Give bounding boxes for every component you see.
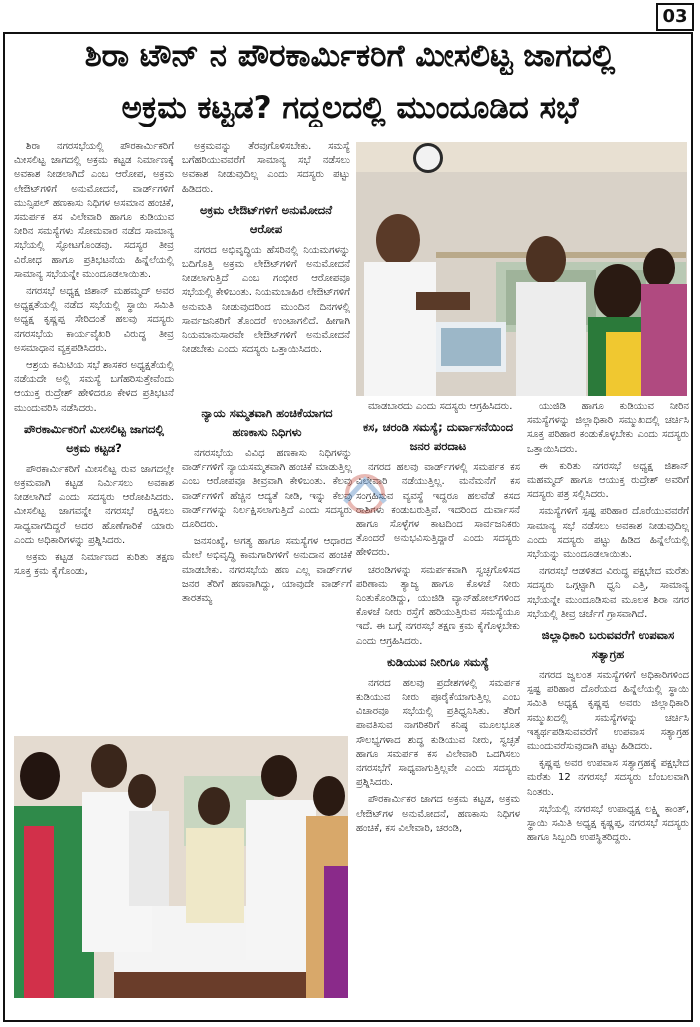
meeting-photo-bottom-illustration <box>14 736 348 998</box>
article-column-2-top <box>182 140 350 400</box>
subheading: ಕುಡಿಯುವ ನೀರಿಗೂ ಸಮಸ್ಯೆ <box>387 654 489 669</box>
meeting-photo-top <box>356 142 687 396</box>
paragraph: ನಗರದ ಹಲವು ಪ್ರದೇಶಗಳಲ್ಲಿ ಸಮರ್ಪಕ ಕುಡಿಯುವ ನೀರು ಪೂರೈಕೆಯಾಗುತ್ತಿಲ್ಲ ಎಂಬ ವಿಚಾರವೂ ಸಭೆಯಲ್ಲಿ ಪ್ರತಿಧ್ವನಿಸಿತು. ತೆರಿಗೆ ಪಾವತಿಸುವ ನಾಗರಿಕರಿಗೆ ಕನಿಷ್ಠ ಮೂಲಭೂತ ಸೌಲಭ್ಯಗಳಾದ ಶುದ್ಧ ಕುಡಿಯುವ ನೀರು, ಸ್ವಚ್ಛತೆ ಹಾಗೂ ಸಮರ್ಪಕ ಕಸ ವಿಲೇವಾರಿ ಒದಗಿಸಲು ನಗರಸಭೆಗೆ ಸಾಧ್ಯವಾಗುತ್ತಿಲ್ಲವೇ ಎಂದು ಸದಸ್ಯರು ಪ್ರಶ್ನಿಸಿದರು. <box>356 677 520 789</box>
paragraph: ನಗರಸಭೆ ಅಧ್ಯಕ್ಷ ಜಿಶಾನ್ ಮಹಮ್ಮದ್ ಅವರ ಅಧ್ಯಕ್ಷತೆಯಲ್ಲಿ ನಡೆದ ಸಭೆಯಲ್ಲಿ ಸ್ಥಾಯಿ ಸಮಿತಿ ಅಧ್ಯಕ್ಷ ಕೃಷ್ಣಪ್ಪ ಸೇರಿದಂತೆ ಹಲವು ಸದಸ್ಯರು ನಗರಸಭೆಯ ಕಾರ್ಯವೈಖರಿ ವಿರುದ್ಧ ತೀವ್ರ ಅಸಮಾಧಾನ ವ್ಯಕ್ತಪಡಿಸಿದರು. <box>14 286 174 354</box>
paragraph: ಚರಂಡಿಗಳನ್ನು ಸಮರ್ಪಕವಾಗಿ ಸ್ವಚ್ಛಗೊಳಿಸದ ಪರಿಣಾಮ ತ್ಯಾಜ್ಯ ಹಾಗೂ ಕೊಳಚೆ ನೀರು ನಿಂತುಕೊಂಡಿದ್ದು, ಯುಜಿಡಿ ವ್ಯಾನ್‌ಹೋಲ್‌ಗಳಿಂದ ಕೊಳಚೆ ನೀರು ರಸ್ತೆಗೆ ಹರಿಯುತ್ತಿರುವ ಸಮಸ್ಯೆಯೂ ಇದೆ. ಈ ಬಗ್ಗೆ ನಗರಸಭೆ ತಕ್ಷಣ ಕ್ರಮ ಕೈಗೊಳ್ಳಬೇಕು ಎಂದು ಆಗ್ರಹಿಸಿದರು. <box>356 564 520 647</box>
meeting-photo-bottom <box>14 736 348 998</box>
headline-line-1: ಶಿರಾ ಟೌನ್ ನ ಪೌರಕಾರ್ಮಿಕರಿಗೆ ಮೀಸಲಿಟ್ಟ ಜಾಗದಲ್ಲಿ <box>84 38 616 74</box>
paragraph: ನಗರದ ಹಲವು ವಾರ್ಡ್‌ಗಳಲ್ಲಿ ಸಮರ್ಪಕ ಕಸ ವಿಲೇವಾರಿ ನಡೆಯುತ್ತಿಲ್ಲ. ಮನೆಮನೆಗೆ ಕಸ ಸಂಗ್ರಹಿಸುವ ವ್ಯವಸ್ಥೆ ಇದ್ದರೂ ಹಲವೆಡೆ ಕಸದ ರಾಶಿಗಳು ಕಂಡುಬರುತ್ತಿವೆ. ಇದರಿಂದ ದುರ್ವಾಸನೆ ಹಾಗೂ ಸೊಳ್ಳೆಗಳ ಕಾಟದಿಂದ ಸಾರ್ವಜನಿಕರು ತೊಂದರೆ ಅನುಭವಿಸುತ್ತಿದ್ದಾರೆ ಎಂದು ಸದಸ್ಯರು ಹೇಳಿದರು. <box>356 462 520 559</box>
paragraph: ಸಮಸ್ಯೆಗಳಿಗೆ ಸ್ಪಷ್ಟ ಪರಿಹಾರ ದೊರೆಯುವವರೆಗೆ ಸಾಮಾನ್ಯ ಸಭೆ ನಡೆಸಲು ಅವಕಾಶ ನೀಡುವುದಿಲ್ಲ ಎಂದು ಸದಸ್ಯರು ಪಟ್ಟು ಹಿಡಿದ ಹಿನ್ನೆಲೆಯಲ್ಲಿ ಸಭೆಯನ್ನು ಮುಂದೂಡಲಾಯಿತು. <box>527 506 689 561</box>
paragraph: ನಗರಸಭೆಯ ವಿವಿಧ ಹಣಕಾಸು ನಿಧಿಗಳನ್ನು ವಾರ್ಡ್‌ಗಳಿಗೆ ನ್ಯಾಯಸಮ್ಮತವಾಗಿ ಹಂಚಿಕೆ ಮಾಡುತ್ತಿಲ್ಲ ಎಂಬ ಆರೋಪವೂ ತೀವ್ರವಾಗಿ ಕೇಳಿಬಂತು. ಕೆಲವು ವಾರ್ಡ್‌ಗಳಿಗೆ ಹೆಚ್ಚಿನ ಆದ್ಯತೆ ನೀಡಿ, ಇನ್ನು ಕೆಲವು ವಾರ್ಡ್‌ಗಳನ್ನು ನಿರ್ಲಕ್ಷಿಸಲಾಗುತ್ತಿದೆ ಎಂದು ಸದಸ್ಯರು ದೂರಿದರು. <box>182 448 352 531</box>
article-column-2-bottom <box>182 400 352 730</box>
subheading: ಪೌರಕಾರ್ಮಿಕರಿಗೆ ಮೀಸಲಿಟ್ಟ ಜಾಗದಲ್ಲಿ ಅಕ್ರಮ ಕಟ್ಟಡ? <box>23 421 165 455</box>
paragraph: ಆಶ್ರಯ ಕಮಿಟಿಯ ಸಭೆ ಶಾಸಕರ ಅಧ್ಯಕ್ಷತೆಯಲ್ಲಿ ನಡೆಯದೇ ಅಲ್ಲಿ ಸಮಸ್ಯೆ ಬಗೆಹರಿಸುತ್ತೇವೆಂದು ಆಯುಕ್ತ ರುದ್ರೇಶ್ ಹೇಳಿದರೂ ಕೇಳದ ಪ್ರತಿಭಟನೆ ಮುಂದುವರಿಸಿ ನಡೆಸಿದರು. <box>14 360 174 414</box>
subheading: ಕಸ, ಚರಂಡಿ ಸಮಸ್ಯೆ; ದುರ್ವಾಸನೆಯಿಂದ ಜನರ ಪರದಾಟ <box>362 420 514 454</box>
paragraph: ನಗರದ ಜ್ವಲಂತ ಸಮಸ್ಯೆಗಳಿಗೆ ಅಧಿಕಾರಿಗಳಿಂದ ಸ್ಪಷ್ಟ ಪರಿಹಾರ ದೊರೆಯದ ಹಿನ್ನೆಲೆಯಲ್ಲಿ ಸ್ಥಾಯಿ ಸಮಿತಿ ಅಧ್ಯಕ್ಷ ಕೃಷ್ಣಪ್ಪ ಅವರು ಜಿಲ್ಲಾಧಿಕಾರಿ ಸಮ್ಮುಖದಲ್ಲಿ ಸಮಸ್ಯೆಗಳನ್ನು ಚರ್ಚಿಸಿ ಇತ್ಯರ್ಥಪಡಿಸುವವರೆಗೆ ಉಪವಾಸ ಸತ್ಯಾಗ್ರಹ ಮುಂದುವರೆಸುವುದಾಗಿ ಪಟ್ಟು ಹಿಡಿದರು. <box>527 670 689 753</box>
subheading: ಅಕ್ರಮ ಲೇಔಟ್‌ಗಳಿಗೆ ಅನುಮೋದನೆ ಆರೋಪ <box>199 202 333 236</box>
paragraph: ಅಕ್ರಮವನ್ನು ತೆರವುಗೊಳಿಸಬೇಕು. ಸಮಸ್ಯೆ ಬಗೆಹರಿಯುವವರೆಗೆ ಸಾಮಾನ್ಯ ಸಭೆ ನಡೆಸಲು ಅವಕಾಶ ನೀಡುವುದಿಲ್ಲ ಎಂದು ಸದಸ್ಯರು ಪಟ್ಟು ಹಿಡಿದರು. <box>182 141 350 195</box>
paragraph: ನಗರಸಭೆ ಆಡಳಿತದ ವಿರುದ್ಧ ಪಕ್ಷಭೇದ ಮರೆತು ಸದಸ್ಯರು ಒಗ್ಗಟ್ಟಾಗಿ ಧ್ವನಿ ಎತ್ತಿ, ಸಾಮಾನ್ಯ ಸಭೆಯನ್ನೇ ಮುಂದೂಡಿಸುವ ಮೂಲಕ ಶಿರಾ ನಗರ ಸಭೆಯಲ್ಲಿ ತೀವ್ರ ಚರ್ಚೆಗೆ ಗ್ರಾಸವಾಗಿದೆ. <box>527 566 689 620</box>
subheading: ನ್ಯಾಯ ಸಮ್ಮತವಾಗಿ ಹಂಚಿಕೆಯಾಗದ ಹಣಕಾಸು ನಿಧಿಗಳು <box>201 406 333 439</box>
page-number: 03 <box>656 3 694 31</box>
paragraph: ಪೌರಕಾರ್ಮಿಕರಿಗೆ ಮೀಸಲಿಟ್ಟ ರುವ ಜಾಗದಲ್ಲೇ ಅಕ್ರಮವಾಗಿ ಕಟ್ಟಡ ನಿರ್ಮಿಸಲು ಅವಕಾಶ ನೀಡಲಾಗಿದೆ ಎಂದು ಸದಸ್ಯರು ಆರೋಪಿಸಿದರು. ಮೀಸಲಿಟ್ಟ ಜಾಗವನ್ನೇ ನಗರಸಭೆ ರಕ್ಷಿಸಲು ಸಾಧ್ಯವಾಗದಿದ್ದರೆ ಅದರ ಹೊಣೆಗಾರಿಕೆ ಯಾರು ಎಂದು ಅಧಿಕಾರಿಗಳನ್ನು ಪ್ರಶ್ನಿಸಿದರು. <box>14 463 174 546</box>
headline-line-2: ಅಕ್ರಮ ಕಟ್ಟಡ? ಗದ್ದಲದಲ್ಲಿ ಮುಂದೂಡಿದ ಸಭೆ <box>121 90 579 126</box>
subheading: ಜಿಲ್ಲಾಧಿಕಾರಿ ಬರುವವರೆಗೆ ಉಪವಾಸ ಸತ್ಯಾಗ್ರಹ <box>541 628 675 662</box>
paragraph: ಮಾಡಬಾರದು ಎಂದು ಸದಸ್ಯರು ಆಗ್ರಹಿಸಿದರು. <box>368 401 513 412</box>
article-column-1 <box>14 140 174 718</box>
meeting-photo-top-illustration <box>356 142 687 396</box>
paragraph: ಅಕ್ರಮ ಕಟ್ಟಡ ನಿರ್ಮಾಣದ ಕುರಿತು ತಕ್ಷಣ ಸೂಕ್ತ ಕ್ರಮ ಕೈಗೊಂಡು, <box>14 552 174 578</box>
paragraph: ಜನಸಂಖ್ಯೆ, ಅಗತ್ಯ ಹಾಗೂ ಸಮಸ್ಯೆಗಳ ಆಧಾರದ ಮೇಲೆ ಅಭಿವೃದ್ಧಿ ಕಾಮಗಾರಿಗಳಿಗೆ ಅನುದಾನ ಹಂಚಿಕೆ ಮಾಡಬೇಕು. ನಗರಸಭೆಯ ಹಣ ಎಲ್ಲ ವಾರ್ಡ್‌ಗಳ ಜನರ ತೆರಿಗೆ ಹಣವಾಗಿದ್ದು, ಯಾವುದೇ ವಾರ್ಡ್‌ಗೆ ತಾರತಮ್ಯ <box>182 536 352 605</box>
paragraph: ನಗರದ ಅಭಿವೃದ್ಧಿಯ ಹೆಸರಿನಲ್ಲಿ ನಿಯಮಗಳನ್ನು ಬದಿಗೊತ್ತಿ ಅಕ್ರಮ ಲೇಔಟ್‌ಗಳಿಗೆ ಅನುಮೋದನೆ ನೀಡಲಾಗುತ್ತಿದೆ ಎಂಬ ಗಂಭೀರ ಆರೋಪವೂ ಸಭೆಯಲ್ಲಿ ಕೇಳಿಬಂತು. ನಿಯಮಬಾಹಿರ ಲೇಔಟ್‌ಗಳಿಗೆ ಅನುಮತಿ ನೀಡುವುದರಿಂದ ಮುಂದಿನ ದಿನಗಳಲ್ಲಿ ಸಾರ್ವಜನಿಕರಿಗೆ ತೊಂದರೆ ಉಂಟಾಗಲಿದೆ. ಹೀಗಾಗಿ ನಿಯಮಾನುಸಾರವೇ ಲೇಔಟ್‌ಗಳಿಗೆ ಅನುಮೋದನೆ ನೀಡಬೇಕು ಎಂದು ಸದಸ್ಯರು ಒತ್ತಾಯಿಸಿದರು. <box>182 244 350 356</box>
paragraph: ಈ ಕುರಿತು ನಗರಸಭೆ ಅಧ್ಯಕ್ಷ ಜಿಶಾನ್ ಮಹಮ್ಮದ್ ಹಾಗೂ ಆಯುಕ್ತ ರುದ್ರೇಶ್ ಅವರಿಗೆ ಸದಸ್ಯರು ಪತ್ರ ಸಲ್ಲಿಸಿದರು. <box>527 460 689 501</box>
paragraph: ಶಿರಾ ನಗರಸಭೆಯಲ್ಲಿ ಪೌರಕಾರ್ಮಿಕರಿಗೆ ಮೀಸಲಿಟ್ಟ ಜಾಗದಲ್ಲಿ ಅಕ್ರಮ ಕಟ್ಟಡ ನಿರ್ಮಾಣಕ್ಕೆ ಅವಕಾಶ ನೀಡಲಾಗಿದೆ ಎಂಬ ಆರೋಪ, ಅಕ್ರಮ ಲೇಔಟ್‌ಗಳಿಗೆ ಅನುಮೋದನೆ, ವಾರ್ಡ್‌ಗಳಿಗೆ ಮುನ್ಸಿಪಲ್ ಹಣಕಾಸು ನಿಧಿಗಳ ಅಸಮಾನ ಹಂಚಿಕೆ, ಸಮರ್ಪಕ ಕಸ ವಿಲೇವಾರಿ ಹಾಗೂ ಕುಡಿಯುವ ನೀರಿನ ಸಮಸ್ಯೆಗಳು ಸೋಮವಾರ ನಡೆದ ಸಾಮಾನ್ಯ ಸಭೆಯಲ್ಲಿ ಸ್ಫೋಟಗೊಂಡವು. ಸದಸ್ಯರ ತೀವ್ರ ವಿರೋಧ ಹಾಗೂ ಪ್ರತಿಭಟನೆಯ ಹಿನ್ನೆಲೆಯಲ್ಲಿ ಸಾಮಾನ್ಯ ಸಭೆಯನ್ನೇ ಮುಂದೂಡಲಾಯಿತು. <box>14 141 174 280</box>
paragraph: ಸಭೆಯಲ್ಲಿ ನಗರಸಭೆ ಉಪಾಧ್ಯಕ್ಷ ಲಕ್ಷ್ಮಿ ಕಾಂತ್, ಸ್ಥಾಯಿ ಸಮಿತಿ ಅಧ್ಯಕ್ಷ ಕೃಷ್ಣಪ್ಪ, ನಗರಸಭೆ ಸದಸ್ಯರು ಹಾಗೂ ಸಿಬ್ಬಂದಿ ಉಪಸ್ಥಿತರಿದ್ದರು. <box>527 803 689 844</box>
paragraph: ಕೃಷ್ಣಪ್ಪ ಅವರ ಉಪವಾಸ ಸತ್ಯಾಗ್ರಹಕ್ಕೆ ಪಕ್ಷಭೇದ ಮರೆತು 12 ನಗರಸಭೆ ಸದಸ್ಯರು ಬೆಂಬಲವಾಗಿ ನಿಂತರು. <box>527 758 689 798</box>
article-column-3 <box>356 400 520 998</box>
article-column-4 <box>527 400 689 998</box>
paragraph: ಯುಜಿಡಿ ಹಾಗೂ ಕುಡಿಯುವ ನೀರಿನ ಸಮಸ್ಯೆಗಳನ್ನು ಜಿಲ್ಲಾಧಿಕಾರಿ ಸಮ್ಮುಖದಲ್ಲಿ ಚರ್ಚಿಸಿ ಸೂಕ್ತ ಪರಿಹಾರ ಕಂಡುಕೊಳ್ಳಬೇಕು ಎಂದು ಸದಸ್ಯರು ಒತ್ತಾಯಿಸಿದರು. <box>527 401 689 455</box>
paragraph: ಪೌರಕಾರ್ಮಿಕರ ಜಾಗದ ಅಕ್ರಮ ಕಟ್ಟಡ, ಅಕ್ರಮ ಲೇಔಟ್‌ಗಳ ಅನುಮೋದನೆ, ಹಣಕಾಸು ನಿಧಿಗಳ ಹಂಚಿಕೆ, ಕಸ ವಿಲೇವಾರಿ, ಚರಂಡಿ, <box>356 794 520 834</box>
